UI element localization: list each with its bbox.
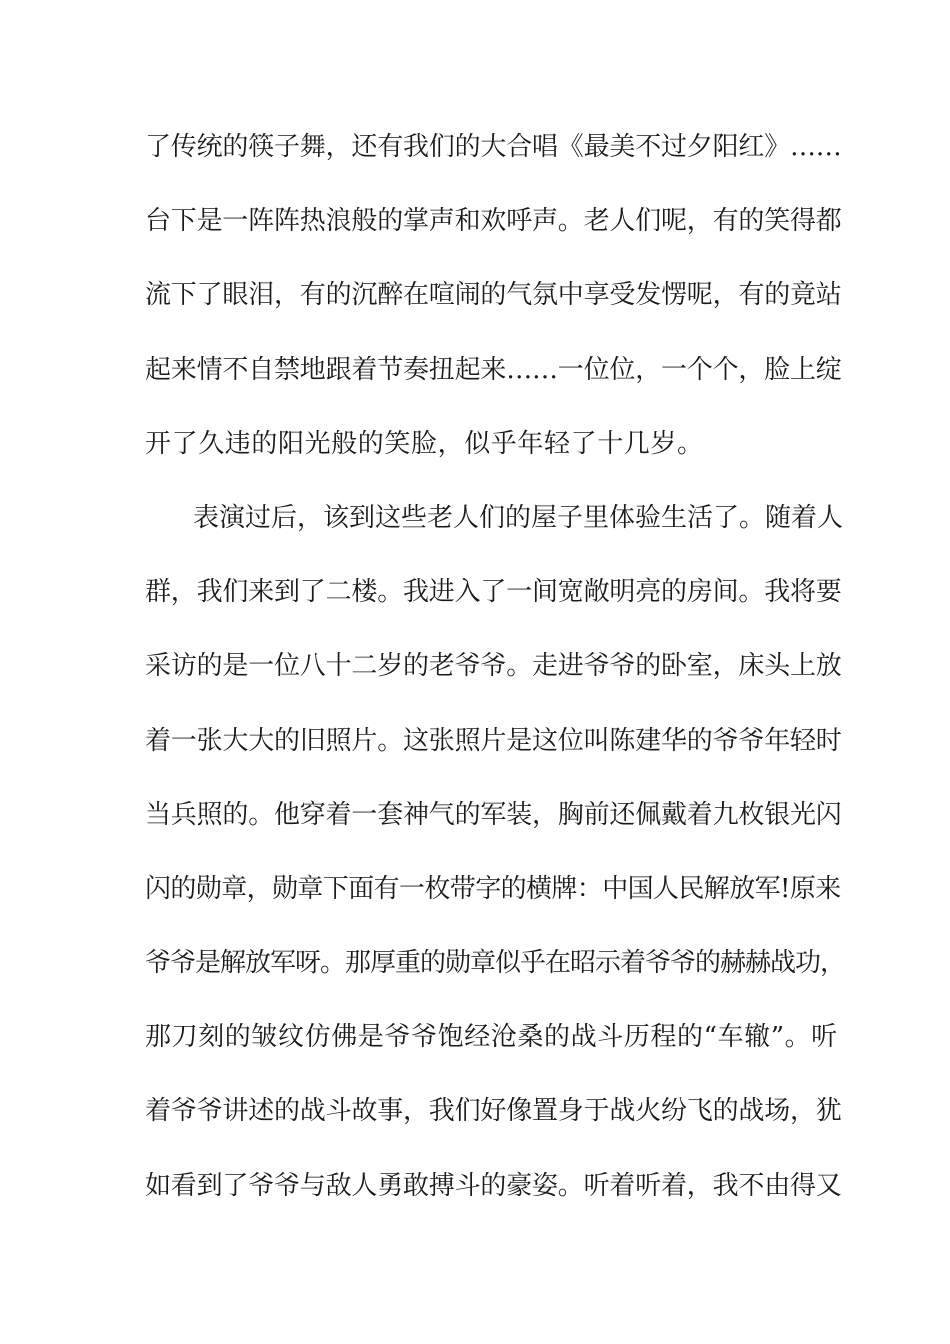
body-text <box>145 125 846 1238</box>
text-line: 爷爷是解放军呀。那厚重的勋章似乎在昭示着爷爷的赫赫战功， <box>145 948 846 979</box>
text-line: 着一张大大的旧照片。这张照片是这位叫陈建华的爷爷年轻时 <box>145 725 842 756</box>
paragraph-start-line: 表演过后，该到这些老人们的屋子里体验生活了。随着人 <box>193 502 844 533</box>
text-line: 开了久违的阳光般的笑脸，似乎年轻了十几岁。 <box>145 428 704 459</box>
text-line: 台下是一阵阵热浪般的掌声和欢呼声。老人们呢，有的笑得都 <box>145 206 842 237</box>
text-line: 起来情不自禁地跟着节奏扭起来……一位位，一个个，脸上绽 <box>145 354 842 385</box>
text-line: 着爷爷讲述的战斗故事，我们好像置身于战火纷飞的战场，犹 <box>145 1096 842 1127</box>
text-line: 群，我们来到了二楼。我进入了一间宽敞明亮的房间。我将要 <box>145 577 842 608</box>
text-line: 了传统的筷子舞，还有我们的大合唱《最美不过夕阳红》…… <box>145 132 842 162</box>
text-line: 采访的是一位八十二岁的老爷爷。走进爷爷的卧室，床头上放 <box>145 651 842 682</box>
text-line: 闪的勋章，勋章下面有一枚带字的横牌：中国人民解放军!原来 <box>145 873 841 904</box>
text-line: 如看到了爷爷与敌人勇敢搏斗的豪姿。听着听着，我不由得又 <box>145 1170 842 1201</box>
text-line: 那刀刻的皱纹仿佛是爷爷饱经沧桑的战斗历程的“车辙”。听 <box>145 1022 838 1053</box>
text-line: 当兵照的。他穿着一套神气的军装，胸前还佩戴着九枚银光闪 <box>145 799 842 830</box>
text-line: 流下了眼泪，有的沉醉在喧闹的气氛中享受发愣呢，有的竟站 <box>145 280 842 311</box>
